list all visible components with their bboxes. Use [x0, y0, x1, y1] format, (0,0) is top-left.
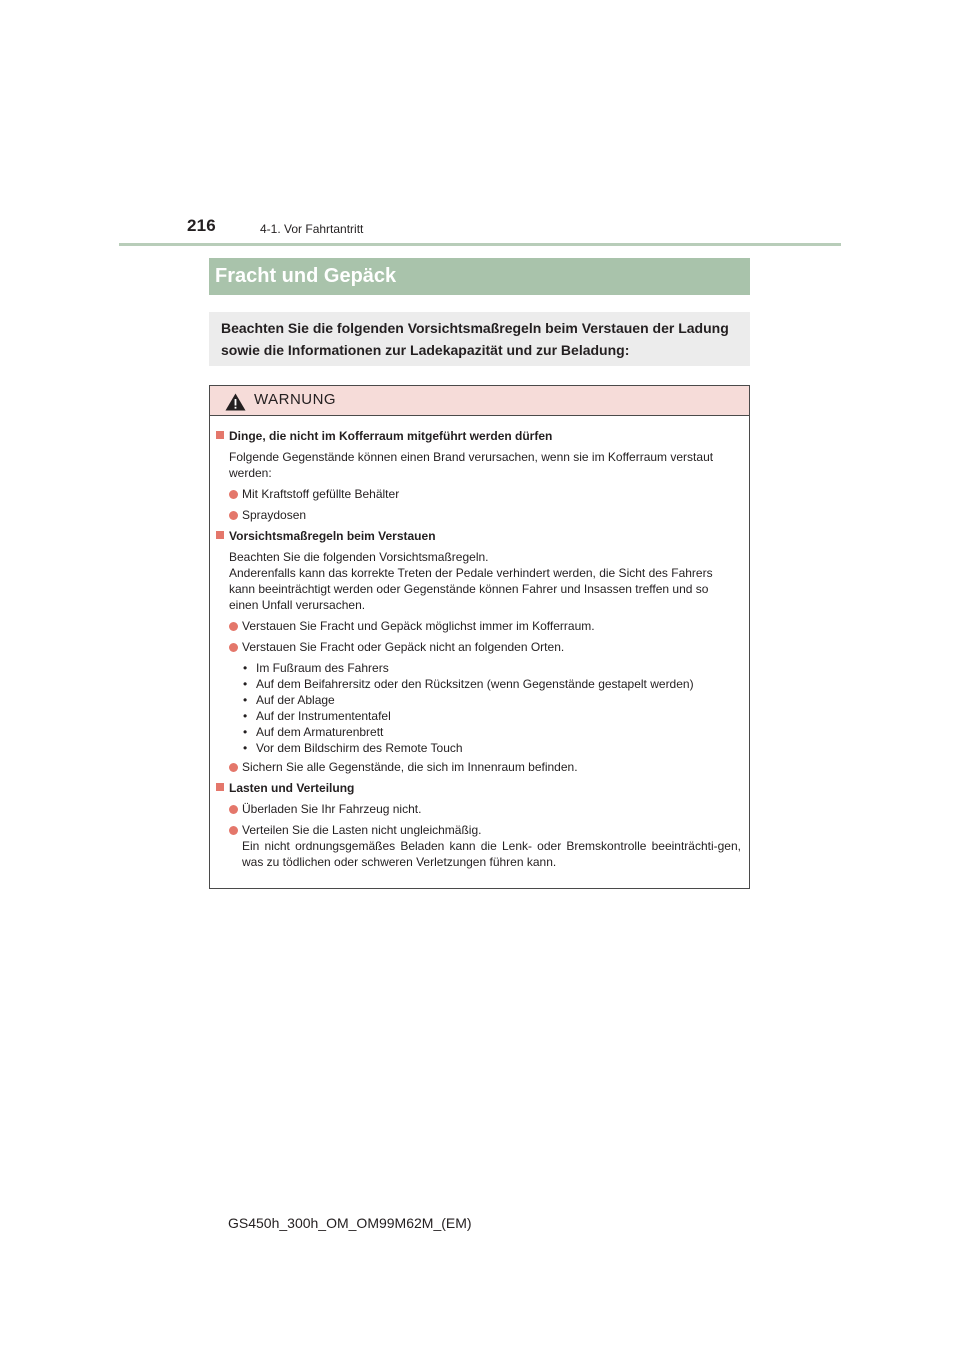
- circle-bullet-icon: [229, 805, 238, 814]
- list-item: [216, 507, 741, 523]
- sub-list-item-text: Vor dem Bildschirm des Remote Touch: [256, 741, 463, 755]
- sub-list-item-text: Auf der Instrumententafel: [256, 709, 391, 723]
- paragraph: [216, 549, 741, 613]
- warning-box: [209, 385, 750, 889]
- sub-list-item: • Vor dem Bildschirm des Remote Touch: [243, 741, 463, 755]
- warning-triangle-icon: [225, 393, 246, 411]
- warning-title: WARNUNG: [254, 391, 337, 408]
- chapter-title: 4-1. Vor Fahrtantritt: [260, 222, 364, 236]
- sub-list-item: • Auf der Instrumententafel: [243, 709, 391, 723]
- page-number: 216: [187, 216, 216, 235]
- list-item-text: Verstauen Sie Fracht und Gepäck möglichst immer im Kofferraum.: [242, 619, 595, 633]
- intro-line-1: Beachten Sie die folgenden Vorsichtsmaßregeln beim Verstauen der Ladung: [221, 320, 729, 336]
- heading-text: Dinge, die nicht im Kofferraum mitgeführt werden dürfen: [229, 429, 553, 443]
- circle-bullet-icon: [229, 511, 238, 520]
- warning-body: [210, 416, 749, 870]
- list-item-text: Ein nicht ordnungsgemäßes Beladen kann die Lenk- oder Bremskontrolle beeinträchti-gen, was zu tödlichen oder schweren Verletzungen führen kann.: [242, 839, 741, 869]
- sub-list-item: • Auf dem Armaturenbrett: [243, 725, 384, 739]
- list-item-text: Spraydosen: [242, 508, 307, 522]
- list-item: [216, 486, 741, 502]
- square-bullet-icon: [216, 783, 224, 791]
- intro-line-2: sowie die Informationen zur Ladekapazität und zur Beladung:: [221, 342, 630, 358]
- heading-text: Lasten und Verteilung: [229, 781, 355, 795]
- header-rule: [119, 243, 841, 246]
- paragraph: Folgende Gegenstände können einen Brand verursachen, wenn sie im Kofferraum verstaut werden:: [229, 450, 714, 480]
- circle-bullet-icon: [229, 763, 238, 772]
- list-item: [216, 801, 741, 817]
- circle-bullet-icon: [229, 490, 238, 499]
- list-item-text: Mit Kraftstoff gefüllte Behälter: [242, 487, 400, 501]
- sub-list-item: • Im Fußraum des Fahrers: [243, 661, 389, 675]
- footer-code: GS450h_300h_OM_OM99M62M_(EM): [228, 1215, 472, 1231]
- circle-bullet-icon: [229, 643, 238, 652]
- list-item: [216, 822, 741, 870]
- circle-bullet-icon: [229, 826, 238, 835]
- heading-text: Vorsichtsmaßregeln beim Verstauen: [229, 529, 436, 543]
- intro-box: [209, 312, 750, 366]
- heading-stowing-precautions: [216, 528, 741, 544]
- list-item: [216, 759, 741, 775]
- sub-list-item: • Auf der Ablage: [243, 693, 335, 707]
- heading-loads-distribution: [216, 780, 741, 796]
- list-item-text: Sichern Sie alle Gegenstände, die sich im Innenraum befinden.: [242, 760, 578, 774]
- list-item: [216, 618, 741, 634]
- sub-list-item-text: Auf der Ablage: [256, 693, 335, 707]
- list-item-text: Verstauen Sie Fracht oder Gepäck nicht an folgenden Orten.: [242, 640, 565, 654]
- square-bullet-icon: [216, 431, 224, 439]
- sub-list-item: • Auf dem Beifahrersitz oder den Rücksitzen (wenn Gegenstände gestapelt werden): [243, 677, 694, 691]
- heading-forbidden-items: [216, 428, 741, 444]
- section-title: Fracht und Gepäck: [209, 258, 750, 295]
- paragraph-line: Beachten Sie die folgenden Vorsichtsmaßregeln.: [229, 550, 489, 564]
- warning-header: [210, 386, 749, 416]
- sub-list-item-text: Auf dem Beifahrersitz oder den Rücksitzen (wenn Gegenstände gestapelt werden): [256, 677, 694, 691]
- list-item: [216, 639, 741, 655]
- list-item-text: Verteilen Sie die Lasten nicht ungleichmäßig.: [242, 823, 482, 837]
- paragraph-line: Anderenfalls kann das korrekte Treten der Pedale verhindert werden, die Sicht des Fahrers kann beeinträchtigt werden oder Gegenstände können Fahrer und Insassen treffen und so einen Unfall verursachen.: [229, 566, 713, 612]
- sub-list-item-text: Im Fußraum des Fahrers: [256, 661, 389, 675]
- sub-list: [216, 660, 741, 756]
- list-item-text: Überladen Sie Ihr Fahrzeug nicht.: [242, 802, 422, 816]
- square-bullet-icon: [216, 531, 224, 539]
- sub-list-item-text: Auf dem Armaturenbrett: [256, 725, 384, 739]
- circle-bullet-icon: [229, 622, 238, 631]
